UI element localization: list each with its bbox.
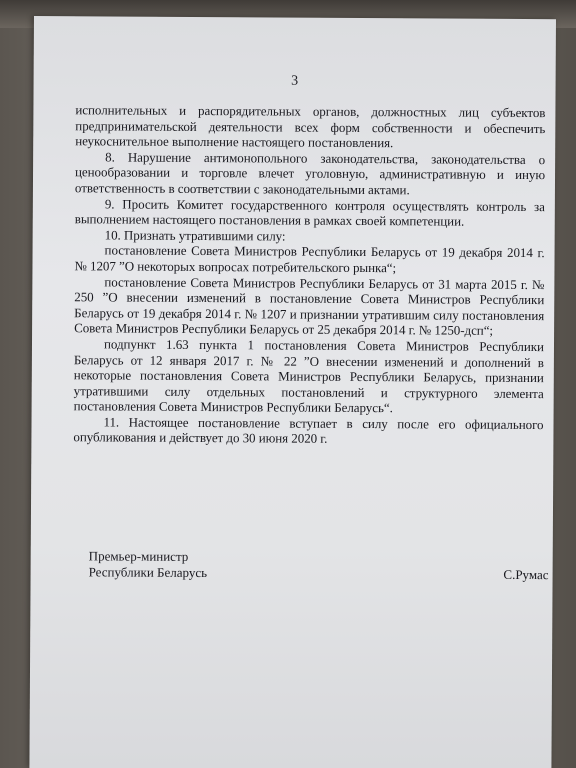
signatory-position-line1: Премьер-министр (88, 548, 189, 564)
signatory-position-line2: Республики Беларусь (88, 564, 208, 581)
signatory-name: С.Румас (503, 566, 549, 583)
repealed-item-1: постановление Совета Министров Республики Беларусь от 19 декабря 2014 г. № 1207 ”О некоторых вопросах потребительского рынка“; (74, 242, 545, 276)
paragraph-11: 11. Настоящее постановление вступает в силу после его официального опубликования и действует до 30 июня 2020 г. (73, 414, 544, 447)
repealed-item-2: постановление Совета Министров Республики Беларусь от 31 марта 2015 г. № 250 ”О внесении изменений в постановление Совета Министров Республики Беларусь от 19 декабря 2014 г. № 1207 и признании утратившим силу постановления Совета Министров Республики Беларусь от 25 декабря 2014 г. № 1250-дсп“; (74, 273, 545, 339)
paragraph-9: 9. Просить Комитет государственного контроля осуществлять контроль за выполнением настоящего постановления в рамках своей компетенции. (74, 195, 545, 229)
signature-block (89, 548, 549, 583)
document-body (73, 102, 545, 448)
page-number: 3 (291, 73, 299, 89)
paragraph-continuation: исполнительных и распорядительных органов, должностных лиц субъектов предпринимательской деятельности всех форм собственности и обеспечить неукоснительное выполнение настоящего постановления. (75, 102, 546, 151)
document-page (29, 16, 556, 768)
repealed-item-3: подпункт 1.63 пункта 1 постановления Совета Министров Республики Беларусь от 12 января 2017 г. № 22 ”О внесении изменений и дополнений в некоторые постановления Совета Министров Республики Беларусь, признании утратившими силу отдельных постановлений и структурного элемента постановления Совета Министров Республики Беларусь“. (73, 336, 545, 416)
paragraph-8: 8. Нарушение антимонопольного законодательства, законодательства о ценообразовании и торговле влечет уголовную, административную и иную ответственность в соответствии с законодательными актами. (74, 149, 546, 198)
paragraph-10: 10. Признать утратившими силу: (104, 227, 286, 244)
